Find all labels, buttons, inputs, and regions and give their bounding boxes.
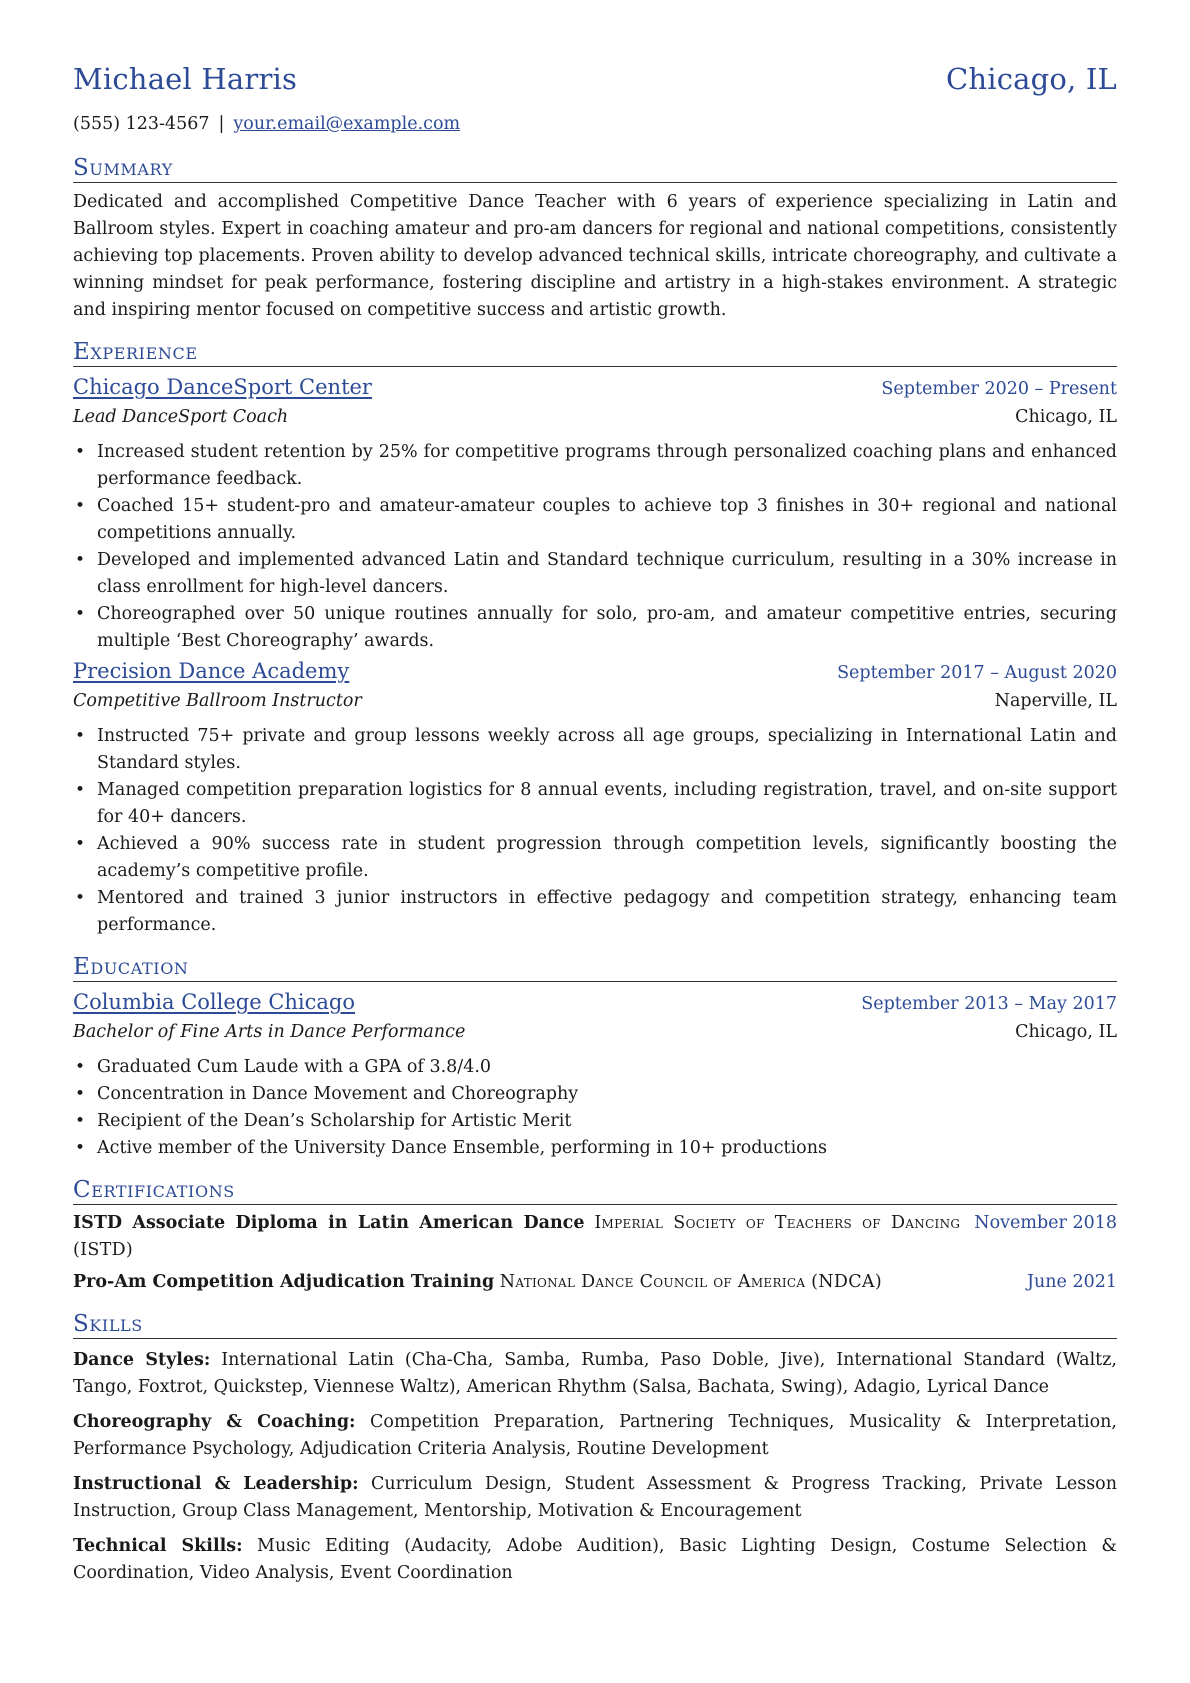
section-title-experience: Experience	[73, 338, 1117, 367]
section-title-skills: Skills	[73, 1310, 1117, 1339]
job-title: Lead DanceSport Coach	[73, 407, 289, 427]
bullet-item: • Achieved a 90% success rate in student progression through competition levels, significantly boosting the academy’s competitive profile.	[97, 831, 1117, 885]
bullet-item: • Active member of the University Dance Ensemble, performing in 10+ productions	[97, 1135, 1117, 1162]
school-location: Chicago, IL	[1015, 1022, 1117, 1042]
bullet-item: • Mentored and trained 3 junior instructors in effective pedagogy and competition strategy, enhancing team performance.	[97, 885, 1117, 939]
education-dates: September 2013 – May 2017	[861, 994, 1117, 1014]
candidate-name: Michael Harris	[73, 62, 298, 96]
header	[73, 62, 1117, 106]
skill-group-label: Choreography & Coaching:	[73, 1412, 356, 1432]
bullet-item: • Choreographed over 50 unique routines annually for solo, pro-am, and amateur competitive entries, securing multiple ‘Best Choreography’ awards.	[97, 601, 1117, 655]
section-title-summary: Summary	[73, 154, 1117, 183]
education-entry	[73, 988, 1117, 1162]
school-name[interactable]: Columbia College Chicago	[73, 990, 356, 1014]
skill-group-text: Music Editing (Audacity, Adobe Audition), Basic Lighting Design, Costume Selection & Coordination, Video Analysis, Event Coordination	[73, 1536, 1117, 1583]
skill-group-label: Dance Styles:	[73, 1350, 211, 1370]
job-title: Competitive Ballroom Instructor	[73, 691, 362, 711]
bullet-list	[73, 439, 1117, 655]
contact-line	[73, 114, 1117, 140]
skill-group-label: Instructional & Leadership:	[73, 1474, 359, 1494]
employer-name[interactable]: Chicago DanceSport Center	[73, 375, 372, 399]
experience-entry	[73, 657, 1117, 939]
skill-group-text: Competition Preparation, Partnering Techniques, Musicality & Interpretation, Performance Psychology, Adjudication Criteria Analysis, Routine Development	[73, 1412, 1117, 1459]
employment-dates: September 2017 – August 2020	[837, 663, 1117, 683]
bullet-item: • Increased student retention by 25% for competitive programs through personalized coaching plans and enhanced performance feedback.	[97, 439, 1117, 493]
contact-separator: |	[218, 114, 225, 134]
skill-group	[73, 1533, 1117, 1587]
bullet-item: • Developed and implemented advanced Latin and Standard technique curriculum, resulting in a 30% increase in class enrollment for high-level dancers.	[97, 547, 1117, 601]
skill-group	[73, 1471, 1117, 1525]
bullet-list	[73, 1054, 1117, 1162]
employer-name[interactable]: Precision Dance Academy	[73, 659, 350, 683]
certification-item	[73, 1269, 1117, 1296]
skill-group-text: Curriculum Design, Student Assessment & Progress Tracking, Private Lesson Instruction, Group Class Management, Mentorship, Motivation & Encouragement	[73, 1474, 1117, 1521]
bullet-list	[73, 723, 1117, 939]
employment-dates: September 2020 – Present	[881, 379, 1117, 399]
bullet-item: • Recipient of the Dean’s Scholarship for Artistic Merit	[97, 1108, 1117, 1135]
email-link[interactable]: your.email@example.com	[233, 114, 461, 134]
certification-item	[73, 1210, 1117, 1264]
bullet-item: • Graduated Cum Laude with a GPA of 3.8/4.0	[97, 1054, 1117, 1081]
bullet-item: • Coached 15+ student-pro and amateur-amateur couples to achieve top 3 finishes in 30+ regional and national competitions annually.	[97, 493, 1117, 547]
certification-issuer: Imperial Society of Teachers of Dancing (ISTD)	[73, 1213, 961, 1260]
phone-number: (555) 123-4567	[73, 114, 210, 134]
certification-name: ISTD Associate Diploma in Latin American Dance	[73, 1213, 585, 1233]
certification-date: June 2021	[1026, 1272, 1117, 1292]
bullet-item: • Concentration in Dance Movement and Choreography	[97, 1081, 1117, 1108]
certification-name: Pro-Am Competition Adjudication Training	[73, 1272, 495, 1292]
summary-text: Dedicated and accomplished Competitive Dance Teacher with 6 years of experience specializing in Latin and Ballroom styles. Expert in coaching amateur and pro-am dancers for regional and national competitions, consistently achieving top placements. Proven ability to develop advanced technical skills, intricate choreography, and cultivate a winning mindset for peak performance, fostering discipline and artistry in a high-stakes environment. A strategic and inspiring mentor focused on competitive success and artistic growth.	[73, 192, 1117, 320]
job-location: Chicago, IL	[1015, 407, 1117, 427]
certification-issuer: National Dance Council of America (NDCA)	[499, 1272, 883, 1292]
skill-group	[73, 1409, 1117, 1463]
job-location: Naperville, IL	[994, 691, 1117, 711]
section-title-education: Education	[73, 953, 1117, 982]
bullet-item: • Managed competition preparation logistics for 8 annual events, including registration, travel, and on-site support for 40+ dancers.	[97, 777, 1117, 831]
certification-date: November 2018	[974, 1213, 1117, 1233]
skill-group-label: Technical Skills:	[73, 1536, 243, 1556]
header-location: Chicago, IL	[945, 62, 1117, 96]
experience-entry	[73, 373, 1117, 655]
skill-group-text: International Latin (Cha-Cha, Samba, Rumba, Paso Doble, Jive), International Standard (Waltz, Tango, Foxtrot, Quickstep, Viennese Waltz), American Rhythm (Salsa, Bachata, Swing), Adagio, Lyrical Dance	[73, 1350, 1117, 1397]
skill-group	[73, 1347, 1117, 1401]
degree: Bachelor of Fine Arts in Dance Performance	[73, 1022, 466, 1042]
section-title-certifications: Certifications	[73, 1176, 1117, 1205]
bullet-item: • Instructed 75+ private and group lessons weekly across all age groups, specializing in International Latin and Standard styles.	[97, 723, 1117, 777]
